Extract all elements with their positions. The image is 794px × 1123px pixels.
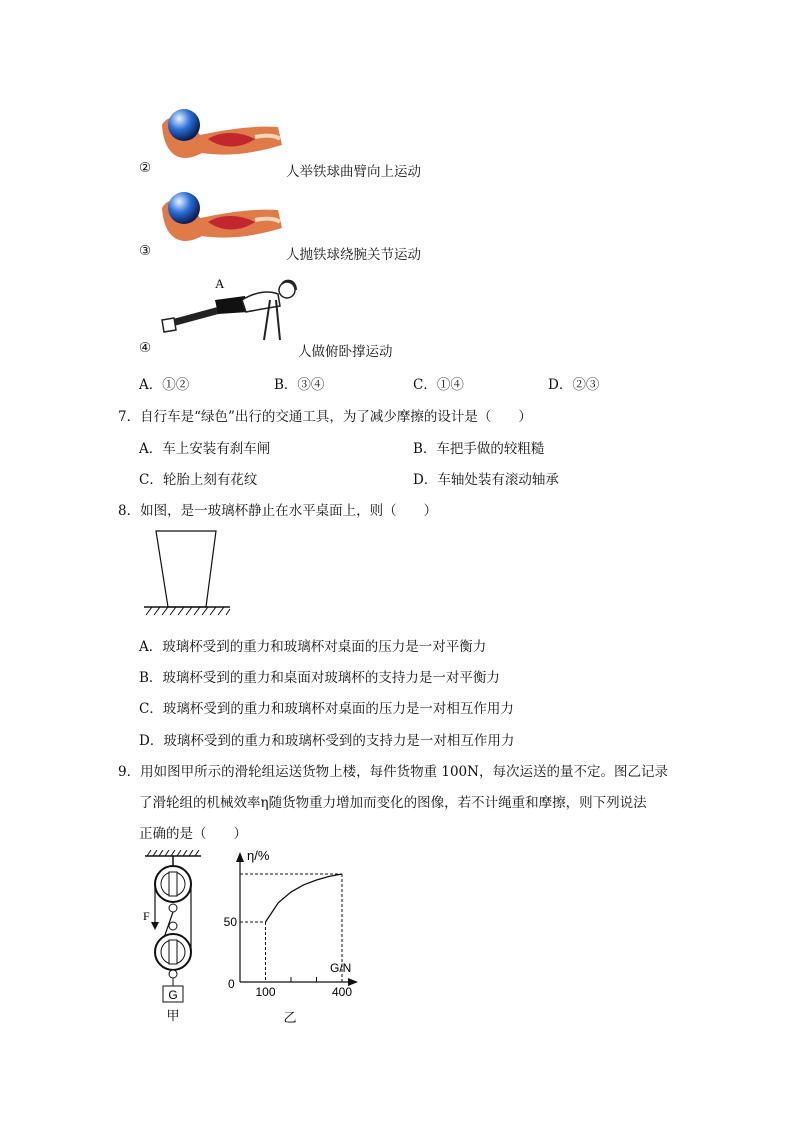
option-a[interactable]: A．①② bbox=[139, 377, 190, 393]
item-caption: 人抛铁球绕腕关节运动 bbox=[286, 247, 421, 263]
option-a[interactable]: A．车上安装有刹车闸 bbox=[139, 441, 271, 457]
load-label: G bbox=[168, 988, 178, 1002]
option-c[interactable]: C．玻璃杯受到的重力和玻璃杯对桌面的压力是一对相互作用力 bbox=[139, 701, 514, 717]
fig-yi-caption: 乙 bbox=[283, 1010, 297, 1025]
efficiency-curve bbox=[266, 874, 343, 922]
q8-stem: 8．如图，是一玻璃杯静止在水平桌面上，则（ ） bbox=[118, 503, 438, 519]
pushup-image bbox=[160, 272, 305, 350]
efficiency-chart bbox=[220, 848, 365, 1030]
origin-label: 0 bbox=[228, 977, 235, 991]
force-label: F bbox=[143, 909, 150, 923]
q9-stem-line-1: 9．用如图甲所示的滑轮组运送货物上楼，每件货物重 100N，每次运送的量不定。图乙记录 bbox=[118, 764, 668, 780]
option-b[interactable]: B．玻璃杯受到的重力和桌面对玻璃杯的支持力是一对平衡力 bbox=[139, 670, 500, 686]
q7-stem: 7．自行车是“绿色”出行的交通工具，为了减少摩擦的设计是（ ） bbox=[118, 409, 532, 425]
pulley-system-figure bbox=[135, 850, 215, 1030]
y-tick-label: 50 bbox=[223, 915, 237, 929]
item-number: ② bbox=[139, 160, 152, 176]
item-number: ③ bbox=[139, 243, 152, 259]
q9-stem-line-3: 正确的是（ ） bbox=[139, 826, 247, 842]
point-a-label: A bbox=[215, 276, 225, 291]
option-c[interactable]: C．①④ bbox=[413, 377, 464, 393]
option-d[interactable]: D．②③ bbox=[548, 377, 600, 393]
option-b[interactable]: B．③④ bbox=[274, 377, 325, 393]
item-number: ④ bbox=[139, 340, 152, 356]
item-caption: 人举铁球曲臂向上运动 bbox=[286, 164, 421, 180]
arm-throw-image bbox=[160, 188, 285, 250]
option-a[interactable]: A．玻璃杯受到的重力和玻璃杯对桌面的压力是一对平衡力 bbox=[139, 639, 487, 655]
y-axis-label: η/% bbox=[247, 848, 270, 863]
q9-stem-line-2: 了滑轮组的机械效率η随货物重力增加而变化的图像，若不计绳重和摩擦，则下列说法 bbox=[139, 795, 647, 811]
option-d[interactable]: D．车轴处装有滚动轴承 bbox=[413, 472, 559, 488]
x-tick-label: 400 bbox=[331, 985, 353, 999]
x-tick-label: 100 bbox=[255, 985, 276, 999]
option-d[interactable]: D．玻璃杯受到的重力和玻璃杯受到的支持力是一对相互作用力 bbox=[139, 733, 515, 749]
glass-on-table-figure bbox=[140, 527, 235, 622]
item-caption: 人做俯卧撑运动 bbox=[298, 344, 393, 360]
option-c[interactable]: C．轮胎上刻有花纹 bbox=[139, 472, 258, 488]
arm-curl-image bbox=[160, 105, 285, 167]
x-axis-label: G/N bbox=[330, 961, 352, 975]
fig-jia-caption: 甲 bbox=[166, 1008, 180, 1023]
option-b[interactable]: B．车把手做的较粗糙 bbox=[413, 441, 545, 457]
